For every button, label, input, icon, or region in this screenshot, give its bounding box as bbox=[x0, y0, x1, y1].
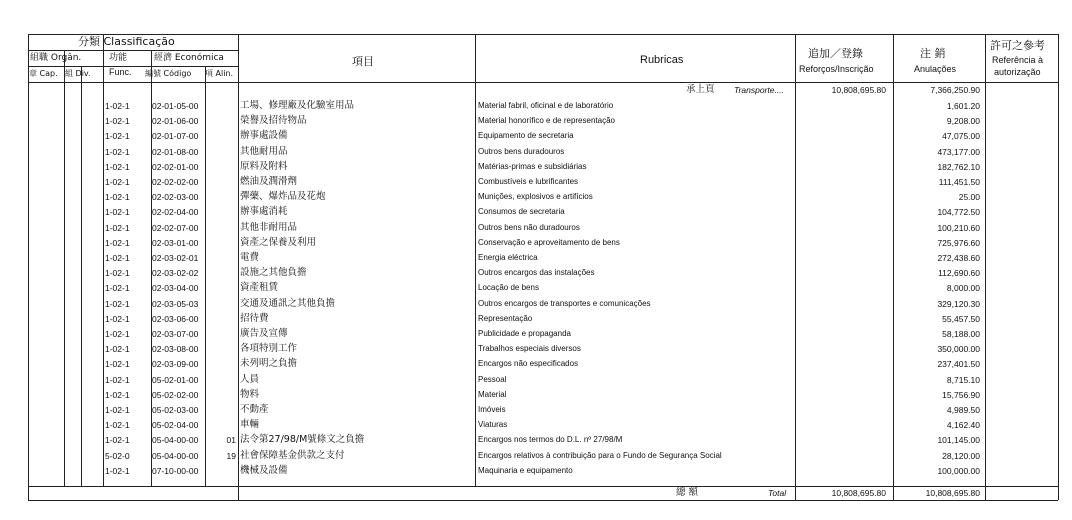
row-code: 02-02-02-00 bbox=[152, 177, 199, 187]
grid-hline bbox=[28, 66, 238, 67]
row-anulacoes: 8,715.10 bbox=[946, 375, 980, 385]
grid-vline bbox=[985, 34, 986, 500]
row-rubrica: Trabalhos especiais diversos bbox=[478, 344, 581, 353]
row-rubrica: Publicidade e propaganda bbox=[478, 329, 571, 338]
row-anulacoes: 104,772.50 bbox=[937, 207, 980, 217]
row-item-zh: 設施之其他負擔 bbox=[240, 267, 307, 278]
grid-vline bbox=[103, 34, 104, 486]
row-item-zh: 資產之保養及利用 bbox=[240, 237, 317, 248]
row-item-zh: 人員 bbox=[240, 374, 260, 385]
row-code: 05-02-03-00 bbox=[152, 405, 199, 415]
header-alinea: 項 Alin. bbox=[205, 69, 234, 78]
header-items-zh: 項目 bbox=[352, 55, 374, 68]
header-func-zh: 功能 bbox=[109, 53, 128, 63]
header-anulacoes-pt: Anulações bbox=[914, 64, 957, 74]
grid-vline bbox=[28, 34, 29, 500]
row-anulacoes: 725,976.60 bbox=[937, 238, 980, 248]
row-code: 05-02-02-00 bbox=[152, 390, 199, 400]
header-rubricas: Rubricas bbox=[640, 54, 684, 66]
row-item-zh: 原料及附料 bbox=[240, 161, 288, 172]
row-rubrica: Munições, explosivos e artifícios bbox=[478, 192, 593, 201]
transport-label-pt: Transporte.... bbox=[734, 85, 784, 95]
row-func: 1-02-1 bbox=[105, 207, 130, 217]
row-rubrica: Outros bens duradouros bbox=[478, 147, 565, 156]
row-code: 02-03-09-00 bbox=[152, 359, 199, 369]
row-anulacoes: 101,145.00 bbox=[937, 435, 980, 445]
row-anulacoes: 58,188.00 bbox=[942, 329, 980, 339]
row-rubrica: Conservação e aproveitamento de bens bbox=[478, 238, 620, 247]
row-item-zh: 資產租賃 bbox=[240, 282, 279, 293]
row-anulacoes: 237,401.50 bbox=[937, 359, 980, 369]
grid-hline bbox=[28, 486, 1058, 487]
row-code: 02-02-04-00 bbox=[152, 207, 199, 217]
row-rubrica: Outros encargos das instalações bbox=[478, 268, 595, 277]
row-func: 1-02-1 bbox=[105, 329, 130, 339]
row-item-zh: 法令第27/98/M號條文之負擔 bbox=[240, 434, 365, 445]
row-code: 02-01-07-00 bbox=[152, 131, 199, 141]
grid-vline bbox=[1058, 34, 1059, 500]
row-func: 1-02-1 bbox=[105, 101, 130, 111]
header-classification: 分類 Classificação bbox=[78, 35, 175, 48]
total-reforcos: 10,808,695.80 bbox=[831, 488, 886, 498]
total-label-zh: 總 額 bbox=[676, 487, 699, 498]
row-code: 02-02-07-00 bbox=[152, 223, 199, 233]
grid-hline bbox=[28, 34, 1058, 35]
row-code: 02-03-05-03 bbox=[152, 299, 199, 309]
row-item-zh: 物料 bbox=[240, 389, 260, 400]
row-rubrica: Outros encargos de transportes e comunicações bbox=[478, 299, 651, 308]
row-item-zh: 彈藥、爆炸品及花炮 bbox=[240, 191, 326, 202]
row-code: 02-03-08-00 bbox=[152, 344, 199, 354]
row-code: 02-03-02-02 bbox=[152, 268, 199, 278]
row-code: 05-04-00-00 bbox=[152, 435, 199, 445]
row-item-zh: 社會保障基金供款之支付 bbox=[240, 450, 345, 461]
row-func: 1-02-1 bbox=[105, 116, 130, 126]
row-anulacoes: 25.00 bbox=[958, 192, 980, 202]
row-anulacoes: 4,989.50 bbox=[946, 405, 980, 415]
header-capitulo: 章 Cap. bbox=[29, 69, 58, 78]
header-func-pt: Func. bbox=[109, 67, 132, 77]
header-referencia-pt-2: autorização bbox=[994, 67, 1041, 77]
grid-vline bbox=[795, 34, 796, 500]
row-anulacoes: 4,162.40 bbox=[946, 420, 980, 430]
grid-vline bbox=[475, 34, 476, 486]
grid-vline bbox=[81, 66, 82, 486]
row-item-zh: 機械及設備 bbox=[240, 465, 288, 476]
row-rubrica: Material honorífico e de representação bbox=[478, 116, 615, 125]
row-rubrica: Viaturas bbox=[478, 420, 508, 429]
row-item-zh: 未列明之負擔 bbox=[240, 358, 298, 369]
row-alinea: 01 bbox=[226, 435, 236, 445]
row-rubrica: Consumos de secretaria bbox=[478, 207, 565, 216]
grid-vline bbox=[238, 34, 239, 500]
row-code: 05-02-01-00 bbox=[152, 375, 199, 385]
header-codigo: 編號 Código bbox=[145, 69, 192, 78]
row-rubrica: Locação de bens bbox=[478, 283, 539, 292]
row-rubrica: Outros bens não duradouros bbox=[478, 223, 580, 232]
row-rubrica: Matérias-primas e subsidiárias bbox=[478, 162, 587, 171]
transport-reforcos: 10,808,695.80 bbox=[831, 85, 886, 95]
grid-vline bbox=[205, 66, 206, 486]
row-anulacoes: 8,000.00 bbox=[946, 283, 980, 293]
total-label-pt: Total bbox=[768, 488, 787, 498]
row-func: 1-02-1 bbox=[105, 268, 130, 278]
row-func: 1-02-1 bbox=[105, 283, 130, 293]
row-anulacoes: 112,690.60 bbox=[938, 268, 980, 278]
row-func: 1-02-1 bbox=[105, 359, 130, 369]
row-anulacoes: 47,075.00 bbox=[942, 131, 980, 141]
row-code: 07-10-00-00 bbox=[152, 466, 199, 476]
row-func: 1-02-1 bbox=[105, 177, 130, 187]
row-rubrica: Encargos relativos à contribuição para o Fundo de Segurança Social bbox=[478, 451, 722, 460]
row-item-zh: 燃油及潤滑劑 bbox=[240, 176, 298, 187]
row-func: 1-02-1 bbox=[105, 390, 130, 400]
row-rubrica: Maquinaria e equipamento bbox=[478, 466, 573, 475]
row-func: 1-02-1 bbox=[105, 314, 130, 324]
row-anulacoes: 100,000.00 bbox=[937, 466, 980, 476]
row-func: 1-02-1 bbox=[105, 162, 130, 172]
row-code: 02-03-02-01 bbox=[152, 253, 199, 263]
row-code: 02-03-04-00 bbox=[152, 283, 199, 293]
grid-hline bbox=[28, 500, 1058, 501]
row-rubrica: Material bbox=[478, 390, 507, 399]
grid-vline bbox=[64, 50, 65, 486]
row-alinea: 19 bbox=[226, 451, 236, 461]
row-anulacoes: 272,438.60 bbox=[937, 253, 980, 263]
row-anulacoes: 9,208.00 bbox=[946, 116, 980, 126]
row-rubrica: Pessoal bbox=[478, 375, 507, 384]
row-anulacoes: 329,120.30 bbox=[937, 299, 980, 309]
header-reforcos-zh: 追加／登錄 bbox=[808, 47, 863, 60]
row-rubrica: Equipamento de secretaria bbox=[478, 131, 574, 140]
row-rubrica: Material fabril, oficinal e de laboratório bbox=[478, 101, 614, 110]
row-code: 05-02-04-00 bbox=[152, 420, 199, 430]
header-economica: 經濟 Económica bbox=[154, 53, 224, 63]
row-rubrica: Imóveis bbox=[478, 405, 506, 414]
row-anulacoes: 1,601.20 bbox=[946, 101, 980, 111]
row-item-zh: 車輛 bbox=[240, 419, 260, 430]
row-func: 1-02-1 bbox=[105, 147, 130, 157]
total-anulacoes: 10,808,695.80 bbox=[925, 488, 980, 498]
row-item-zh: 辦事處設備 bbox=[240, 130, 288, 141]
row-rubrica: Encargos não especificados bbox=[478, 359, 579, 368]
row-item-zh: 其他耐用品 bbox=[240, 146, 288, 157]
header-reforcos-pt: Reforços/Inscrição bbox=[799, 64, 874, 74]
header-referencia-pt-1: Referência à bbox=[992, 55, 1044, 65]
row-code: 02-01-08-00 bbox=[152, 147, 199, 157]
row-func: 1-02-1 bbox=[105, 466, 130, 476]
row-item-zh: 廣告及宣傳 bbox=[240, 328, 288, 339]
row-func: 1-02-1 bbox=[105, 435, 130, 445]
header-anulacoes-zh: 注 銷 bbox=[920, 47, 946, 60]
row-rubrica: Encargos nos termos do D.L. nº 27/98/M bbox=[478, 435, 623, 444]
row-item-zh: 各項特別工作 bbox=[240, 343, 298, 354]
row-func: 1-02-1 bbox=[105, 299, 130, 309]
row-func: 1-02-1 bbox=[105, 420, 130, 430]
row-anulacoes: 350,000.00 bbox=[937, 344, 980, 354]
transport-anulacoes: 7,366,250.90 bbox=[930, 85, 980, 95]
row-code: 02-03-01-00 bbox=[152, 238, 199, 248]
header-organica: 組職 Orgân. bbox=[30, 53, 82, 63]
row-rubrica: Energia eléctrica bbox=[478, 253, 538, 262]
row-anulacoes: 55,457.50 bbox=[942, 314, 980, 324]
row-func: 1-02-1 bbox=[105, 223, 130, 233]
header-divisao: 組 Div. bbox=[65, 69, 91, 78]
row-func: 1-02-1 bbox=[105, 405, 130, 415]
transport-label-zh: 承上頁 bbox=[686, 84, 715, 95]
row-anulacoes: 111,451.50 bbox=[938, 177, 980, 187]
row-item-zh: 不動產 bbox=[240, 404, 269, 415]
row-rubrica: Combustíveis e lubrificantes bbox=[478, 177, 579, 186]
header-referencia-zh: 許可之參考 bbox=[990, 39, 1045, 52]
row-func: 5-02-0 bbox=[105, 451, 130, 461]
row-anulacoes: 182,762.10 bbox=[937, 162, 980, 172]
row-item-zh: 榮譽及招待物品 bbox=[240, 115, 307, 126]
row-item-zh: 辦事處消耗 bbox=[240, 206, 288, 217]
row-item-zh: 交通及通訊之其他負擔 bbox=[240, 298, 336, 309]
row-code: 05-04-00-00 bbox=[152, 451, 199, 461]
row-anulacoes: 28,120.00 bbox=[942, 451, 980, 461]
grid-vline bbox=[893, 34, 894, 500]
row-item-zh: 工場、修理廠及化驗室用品 bbox=[240, 100, 355, 111]
grid-hline bbox=[28, 82, 1058, 83]
row-func: 1-02-1 bbox=[105, 192, 130, 202]
row-func: 1-02-1 bbox=[105, 375, 130, 385]
grid-hline bbox=[28, 50, 238, 51]
row-anulacoes: 473,177.00 bbox=[937, 147, 980, 157]
row-func: 1-02-1 bbox=[105, 238, 130, 248]
row-code: 02-01-05-00 bbox=[152, 101, 199, 111]
row-code: 02-01-06-00 bbox=[152, 116, 199, 126]
row-code: 02-02-03-00 bbox=[152, 192, 199, 202]
row-item-zh: 電費 bbox=[240, 252, 260, 263]
row-anulacoes: 100,210.60 bbox=[937, 223, 980, 233]
row-item-zh: 其他非耐用品 bbox=[240, 222, 298, 233]
row-rubrica: Representação bbox=[478, 314, 533, 323]
row-func: 1-02-1 bbox=[105, 344, 130, 354]
row-code: 02-02-01-00 bbox=[152, 162, 199, 172]
row-func: 1-02-1 bbox=[105, 253, 130, 263]
row-anulacoes: 15,756.90 bbox=[942, 390, 980, 400]
row-item-zh: 招待費 bbox=[240, 313, 269, 324]
row-code: 02-03-06-00 bbox=[152, 314, 199, 324]
row-func: 1-02-1 bbox=[105, 131, 130, 141]
row-code: 02-03-07-00 bbox=[152, 329, 199, 339]
